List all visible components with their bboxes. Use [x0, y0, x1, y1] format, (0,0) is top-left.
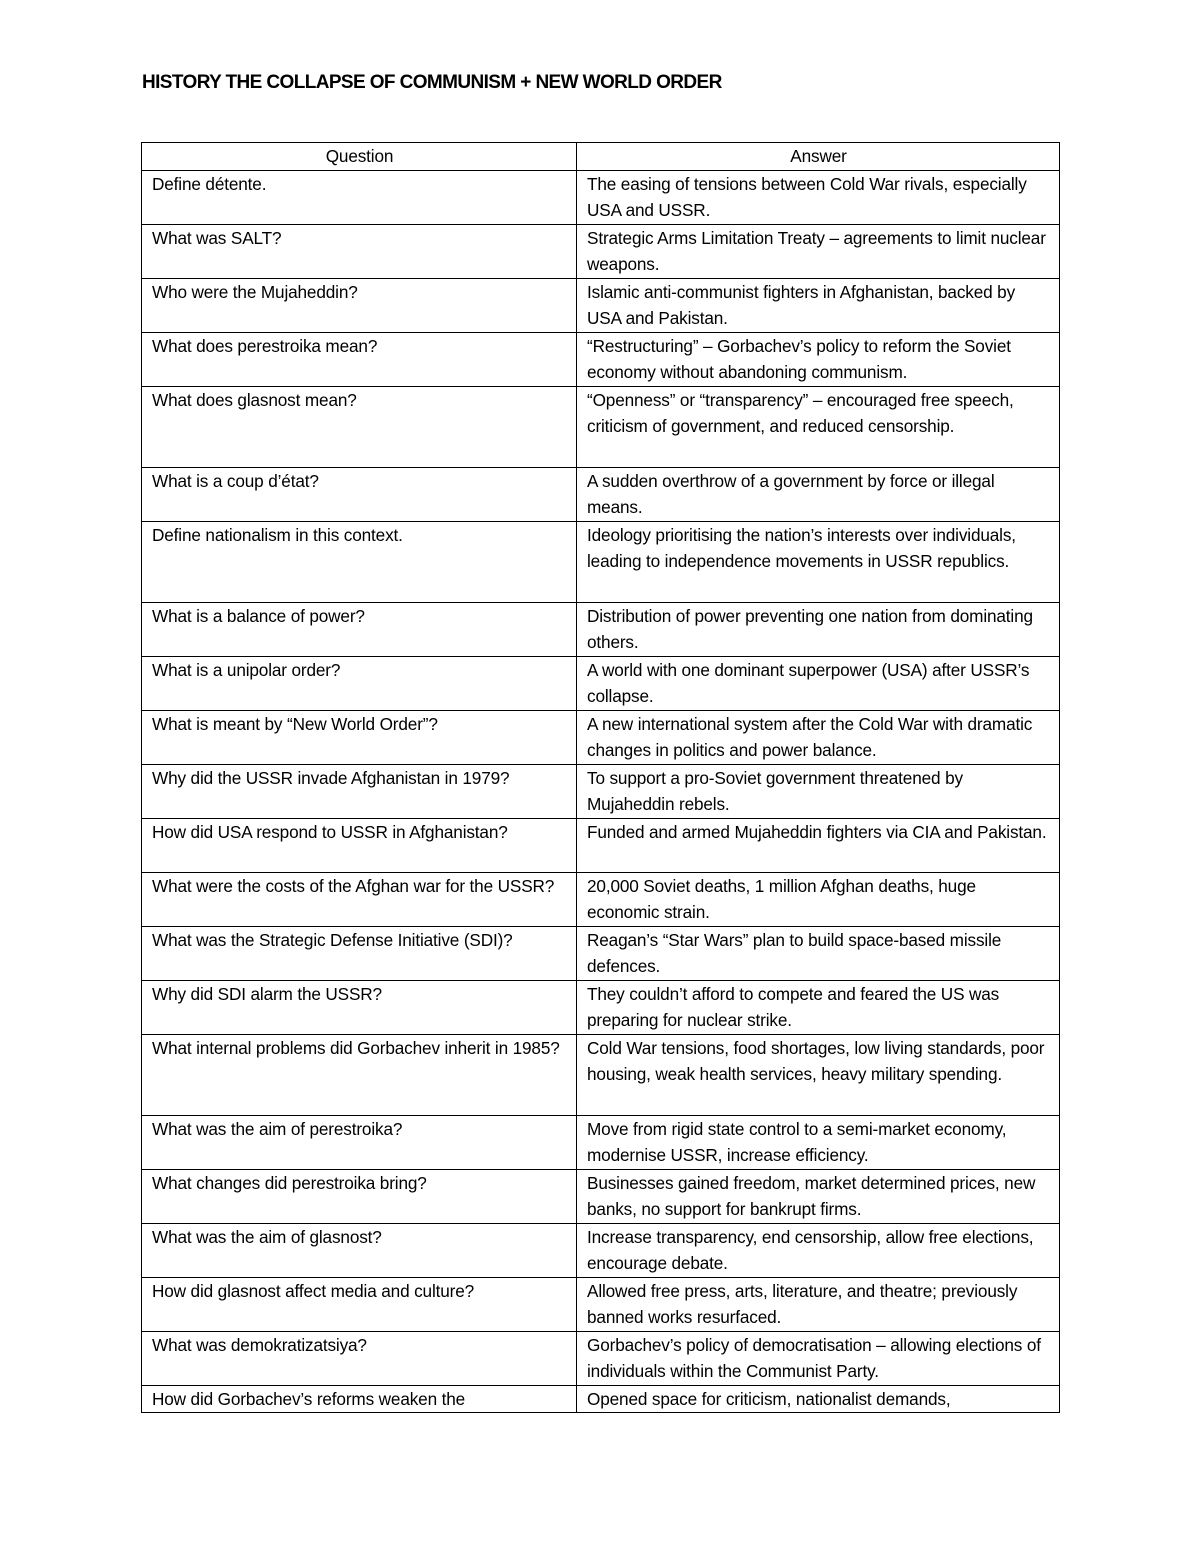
question-cell: Define nationalism in this context.: [142, 521, 577, 602]
answer-cell: A world with one dominant superpower (USA) after USSR’s collapse.: [577, 656, 1060, 710]
question-cell: Why did the USSR invade Afghanistan in 1979?: [142, 764, 577, 818]
answer-cell: Islamic anti-communist fighters in Afghanistan, backed by USA and Pakistan.: [577, 278, 1060, 332]
question-cell: Why did SDI alarm the USSR?: [142, 980, 577, 1034]
answer-cell: Reagan’s “Star Wars” plan to build space-based missile defences.: [577, 926, 1060, 980]
question-cell: Define détente.: [142, 170, 577, 224]
table-row: [142, 764, 1060, 818]
question-cell: How did Gorbachev’s reforms weaken the: [142, 1385, 577, 1413]
answer-cell: Ideology prioritising the nation’s interests over individuals, leading to independence movements in USSR republics.: [577, 521, 1060, 602]
question-cell: What internal problems did Gorbachev inherit in 1985?: [142, 1034, 577, 1115]
table-row: [142, 818, 1060, 872]
answer-cell: Opened space for criticism, nationalist demands,: [577, 1385, 1060, 1413]
answer-cell: A sudden overthrow of a government by force or illegal means.: [577, 467, 1060, 521]
question-cell: What is a balance of power?: [142, 602, 577, 656]
answer-cell: Move from rigid state control to a semi-market economy, modernise USSR, increase efficiency.: [577, 1115, 1060, 1169]
answer-cell: Strategic Arms Limitation Treaty – agreements to limit nuclear weapons.: [577, 224, 1060, 278]
question-cell: What was the Strategic Defense Initiative (SDI)?: [142, 926, 577, 980]
table-row: [142, 980, 1060, 1034]
question-cell: What was SALT?: [142, 224, 577, 278]
table-row: [142, 521, 1060, 602]
table-row: [142, 1385, 1060, 1413]
table-row: [142, 926, 1060, 980]
table-row: [142, 332, 1060, 386]
question-cell: What does glasnost mean?: [142, 386, 577, 467]
question-cell: What were the costs of the Afghan war for the USSR?: [142, 872, 577, 926]
question-cell: What changes did perestroika bring?: [142, 1169, 577, 1223]
answer-cell: They couldn’t afford to compete and feared the US was preparing for nuclear strike.: [577, 980, 1060, 1034]
answer-cell: 20,000 Soviet deaths, 1 million Afghan deaths, huge economic strain.: [577, 872, 1060, 926]
question-cell: Who were the Mujaheddin?: [142, 278, 577, 332]
table-row: [142, 224, 1060, 278]
question-cell: What does perestroika mean?: [142, 332, 577, 386]
column-header-question: Question: [142, 143, 577, 171]
answer-cell: Businesses gained freedom, market determined prices, new banks, no support for bankrupt firms.: [577, 1169, 1060, 1223]
question-cell: What is a unipolar order?: [142, 656, 577, 710]
table-row: [142, 656, 1060, 710]
answer-cell: “Restructuring” – Gorbachev’s policy to reform the Soviet economy without abandoning communism.: [577, 332, 1060, 386]
answer-cell: A new international system after the Cold War with dramatic changes in politics and power balance.: [577, 710, 1060, 764]
question-cell: What was demokratizatsiya?: [142, 1331, 577, 1385]
table-row: [142, 602, 1060, 656]
table-row: [142, 872, 1060, 926]
table-row: [142, 278, 1060, 332]
answer-cell: Allowed free press, arts, literature, and theatre; previously banned works resurfaced.: [577, 1277, 1060, 1331]
table-row: [142, 386, 1060, 467]
question-cell: How did glasnost affect media and culture?: [142, 1277, 577, 1331]
answer-cell: Gorbachev’s policy of democratisation – allowing elections of individuals within the Communist Party.: [577, 1331, 1060, 1385]
qa-table: [141, 142, 1060, 1413]
answer-cell: Distribution of power preventing one nation from dominating others.: [577, 602, 1060, 656]
answer-cell: Funded and armed Mujaheddin fighters via CIA and Pakistan.: [577, 818, 1060, 872]
table-row: [142, 1169, 1060, 1223]
page-title: HISTORY THE COLLAPSE OF COMMUNISM + NEW WORLD ORDER: [142, 72, 722, 93]
question-cell: How did USA respond to USSR in Afghanistan?: [142, 818, 577, 872]
table-row: [142, 710, 1060, 764]
question-cell: What was the aim of glasnost?: [142, 1223, 577, 1277]
table-row: [142, 1115, 1060, 1169]
table-row: [142, 467, 1060, 521]
answer-cell: To support a pro-Soviet government threatened by Mujaheddin rebels.: [577, 764, 1060, 818]
question-cell: What is a coup d’état?: [142, 467, 577, 521]
table-header-row: [142, 143, 1060, 171]
column-header-answer: Answer: [577, 143, 1060, 171]
answer-cell: “Openness” or “transparency” – encouraged free speech, criticism of government, and reduced censorship.: [577, 386, 1060, 467]
table-row: [142, 1277, 1060, 1331]
table-row: [142, 1331, 1060, 1385]
answer-cell: Increase transparency, end censorship, allow free elections, encourage debate.: [577, 1223, 1060, 1277]
answer-cell: Cold War tensions, food shortages, low living standards, poor housing, weak health services, heavy military spending.: [577, 1034, 1060, 1115]
answer-cell: The easing of tensions between Cold War rivals, especially USA and USSR.: [577, 170, 1060, 224]
table-row: [142, 170, 1060, 224]
table-row: [142, 1223, 1060, 1277]
question-cell: What is meant by “New World Order”?: [142, 710, 577, 764]
question-cell: What was the aim of perestroika?: [142, 1115, 577, 1169]
table-row: [142, 1034, 1060, 1115]
